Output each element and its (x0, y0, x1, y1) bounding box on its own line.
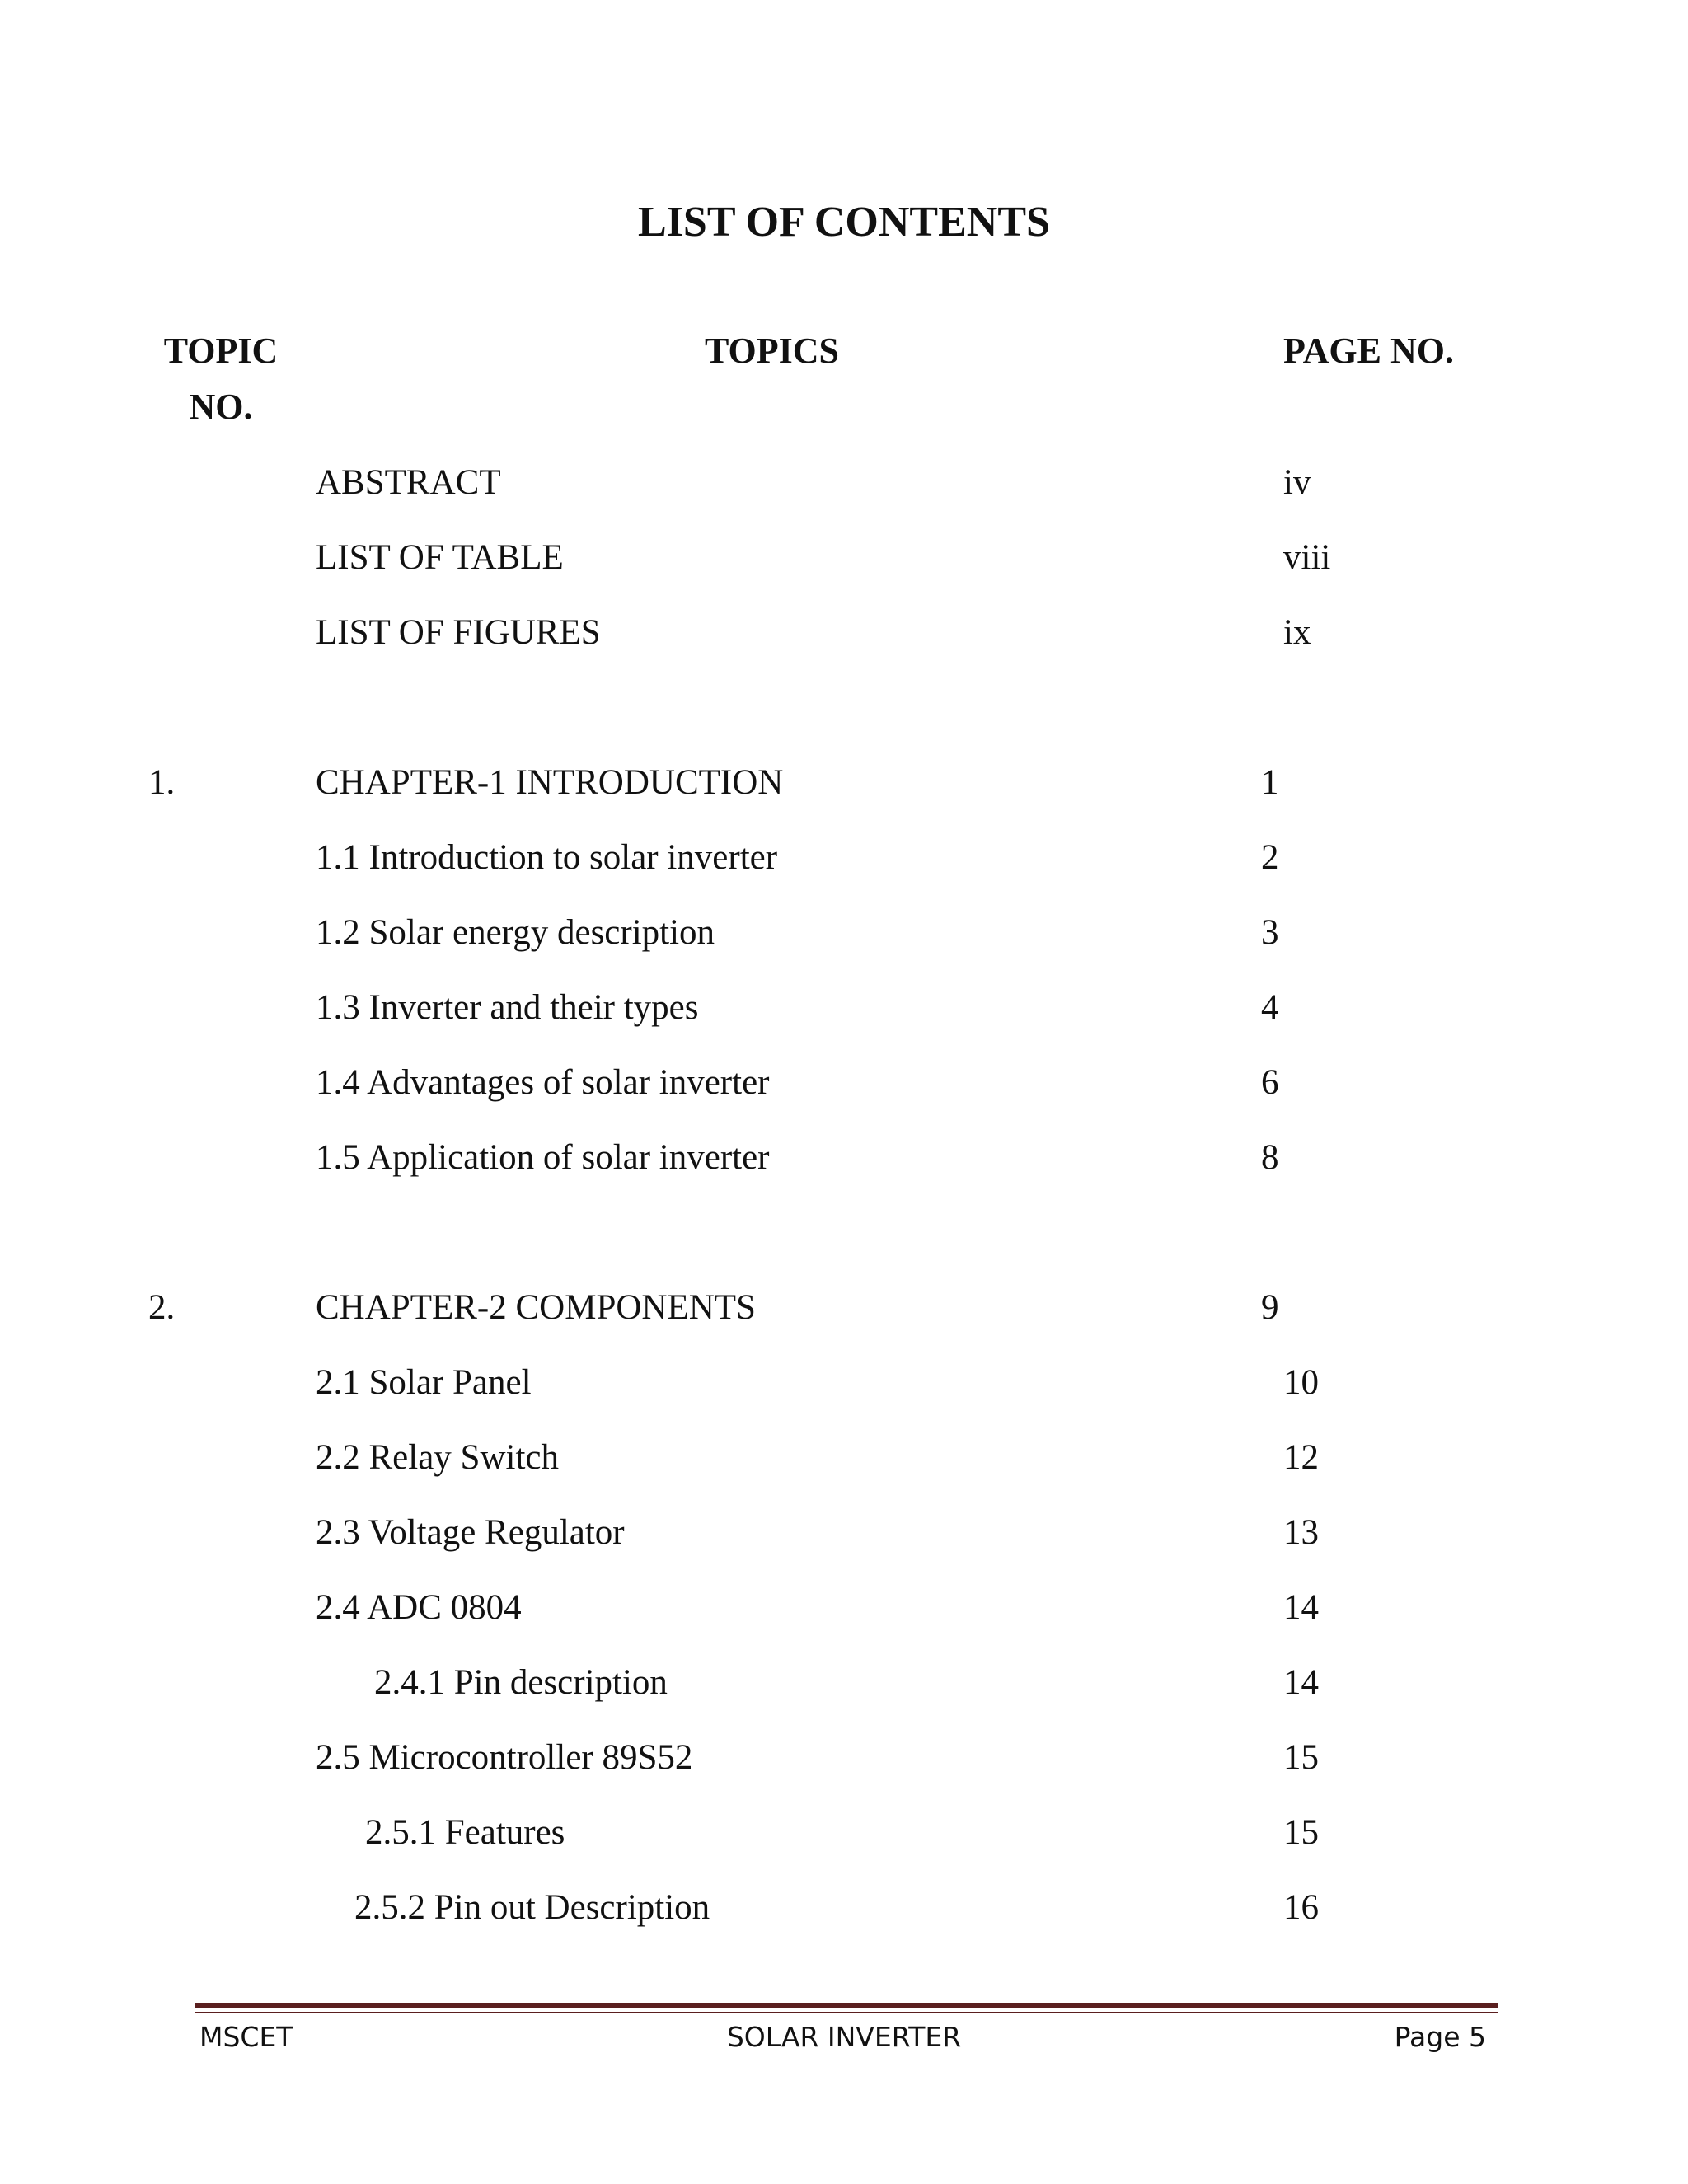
toc-page: 2 (1261, 838, 1279, 877)
toc-row-1-4 (0, 1058, 1688, 1108)
toc-row-chapter-2 (0, 1283, 1688, 1333)
page-title: LIST OF CONTENTS (638, 199, 1050, 246)
toc-number: 1. (148, 763, 176, 802)
toc-row-1-2 (0, 908, 1688, 958)
header-topic-no-line1: TOPIC (163, 330, 279, 371)
footer-page-number: Page 5 (1394, 2021, 1486, 2053)
toc-topic: ABSTRACT (316, 463, 501, 502)
toc-topic: 2.4 ADC 0804 (316, 1588, 522, 1627)
toc-page: 13 (1283, 1513, 1319, 1552)
toc-topic: 1.2 Solar energy description (316, 913, 715, 952)
toc-row-1-3 (0, 983, 1688, 1033)
header-topic-no (163, 329, 279, 441)
toc-row-1-5 (0, 1133, 1688, 1183)
toc-topic: LIST OF FIGURES (316, 613, 601, 652)
toc-topic: 1.1 Introduction to solar inverter (316, 838, 778, 877)
toc-page: 6 (1261, 1063, 1279, 1102)
toc-topic: CHAPTER-1 INTRODUCTION (316, 763, 784, 802)
toc-row-chapter-1 (0, 758, 1688, 808)
toc-page: 9 (1261, 1288, 1279, 1327)
toc-row-list-of-table (0, 533, 1688, 583)
toc-page: iv (1283, 463, 1311, 502)
toc-topic: CHAPTER-2 COMPONENTS (316, 1288, 756, 1327)
toc-number: 2. (148, 1288, 176, 1327)
toc-page: 10 (1283, 1363, 1319, 1402)
toc-topic: 1.4 Advantages of solar inverter (316, 1063, 770, 1102)
toc-topic: 1.3 Inverter and their types (316, 988, 699, 1027)
footer-divider-thin (195, 2012, 1498, 2013)
toc-row-2-5-1 (0, 1808, 1688, 1858)
toc-page: 3 (1261, 913, 1279, 952)
footer-project-title: SOLAR INVERTER (726, 2021, 962, 2053)
toc-topic: 2.5 Microcontroller 89S52 (316, 1738, 693, 1777)
toc-row-2-5-2 (0, 1883, 1688, 1933)
header-topic-no-line2: NO. (189, 387, 253, 427)
toc-row-2-4 (0, 1583, 1688, 1633)
toc-row-list-of-figures (0, 608, 1688, 658)
toc-topic: 2.2 Relay Switch (316, 1438, 559, 1477)
toc-page: 15 (1283, 1738, 1319, 1777)
toc-row-2-3 (0, 1508, 1688, 1558)
toc-page: 15 (1283, 1813, 1319, 1852)
toc-page: 12 (1283, 1438, 1319, 1477)
footer-institution: MSCET (199, 2021, 293, 2053)
toc-page: viii (1283, 538, 1331, 577)
toc-row-abstract (0, 458, 1688, 508)
header-page-no: PAGE NO. (1283, 330, 1454, 371)
toc-page: 4 (1261, 988, 1279, 1027)
toc-page: 14 (1283, 1588, 1319, 1627)
toc-page: 16 (1283, 1888, 1319, 1927)
toc-topic: LIST OF TABLE (316, 538, 564, 577)
toc-topic: 2.5.1 Features (365, 1813, 565, 1852)
header-topics: TOPICS (705, 330, 840, 371)
toc-row-2-1 (0, 1358, 1688, 1408)
toc-row-2-2 (0, 1433, 1688, 1483)
footer-divider-thick (195, 2003, 1498, 2008)
toc-page: ix (1283, 613, 1311, 652)
toc-page: 1 (1261, 763, 1279, 802)
toc-page: 8 (1261, 1138, 1279, 1177)
toc-row-2-4-1 (0, 1658, 1688, 1708)
toc-topic: 2.4.1 Pin description (374, 1663, 668, 1702)
toc-page: 14 (1283, 1663, 1319, 1702)
toc-row-1-1 (0, 833, 1688, 883)
toc-topic: 2.3 Voltage Regulator (316, 1513, 625, 1552)
toc-topic: 1.5 Application of solar inverter (316, 1138, 770, 1177)
toc-topic: 2.5.2 Pin out Description (354, 1888, 710, 1927)
toc-topic: 2.1 Solar Panel (316, 1363, 532, 1402)
toc-row-2-5 (0, 1733, 1688, 1783)
